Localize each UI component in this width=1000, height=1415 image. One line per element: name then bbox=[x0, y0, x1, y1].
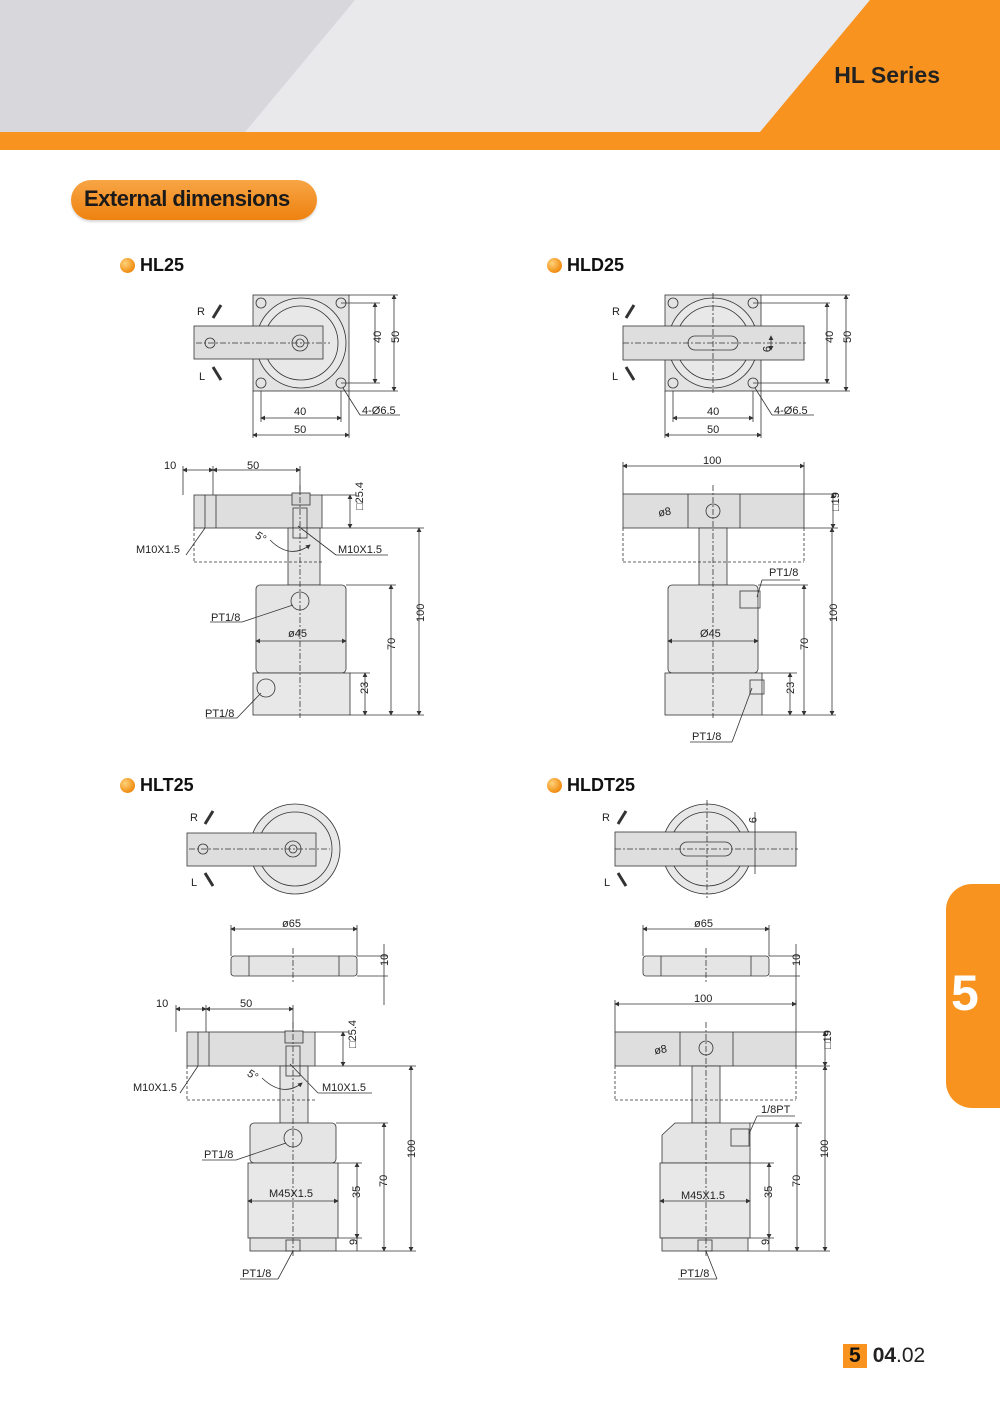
label: ø8 bbox=[657, 505, 673, 520]
label: ø45 bbox=[288, 628, 307, 640]
page-number bbox=[843, 1344, 925, 1368]
label: □19 bbox=[822, 1030, 834, 1049]
page-sub: .02 bbox=[896, 1344, 926, 1367]
model-title-hlt25: HLT25 bbox=[120, 775, 194, 796]
label: 50 bbox=[842, 330, 854, 343]
label: M45X1.5 bbox=[269, 1188, 314, 1200]
chapter-tab-number: 5 bbox=[951, 965, 979, 1021]
label: 9 bbox=[760, 1238, 772, 1245]
label: □25.4 bbox=[347, 1019, 359, 1048]
label: 100 bbox=[415, 603, 427, 622]
label: 100 bbox=[694, 993, 713, 1005]
label: PT1/8 bbox=[204, 1149, 234, 1161]
label: ø65 bbox=[694, 918, 713, 930]
label: 40 bbox=[372, 330, 384, 343]
label: 9 bbox=[760, 346, 772, 353]
label: R bbox=[190, 812, 198, 824]
label: L bbox=[199, 371, 206, 383]
label: 40 bbox=[294, 406, 307, 418]
label: R bbox=[612, 306, 620, 318]
label: 70 bbox=[799, 637, 811, 650]
label: L bbox=[604, 877, 611, 889]
label: ø65 bbox=[282, 918, 301, 930]
label: M10X1.5 bbox=[338, 544, 383, 556]
label: 4-Ø6.5 bbox=[774, 405, 808, 417]
label: 100 bbox=[406, 1139, 418, 1158]
label: PT1/8 bbox=[205, 708, 235, 720]
label: 9 bbox=[746, 817, 758, 824]
model-title-hld25: HLD25 bbox=[547, 255, 624, 276]
label: 4-Ø6.5 bbox=[362, 405, 396, 417]
label: 50 bbox=[247, 460, 260, 472]
drawing-lines bbox=[176, 293, 850, 1279]
label: M45X1.5 bbox=[681, 1190, 726, 1202]
label: 100 bbox=[828, 603, 840, 622]
chapter-tab bbox=[946, 884, 1000, 1108]
label: 10 bbox=[164, 460, 177, 472]
section-title: External dimensions bbox=[84, 186, 290, 211]
label: 10 bbox=[156, 998, 169, 1010]
hl25-side-view bbox=[183, 466, 424, 718]
label: 40 bbox=[707, 406, 720, 418]
label: 10 bbox=[791, 953, 803, 966]
label: 10 bbox=[379, 953, 391, 966]
hld25-top-view bbox=[623, 293, 850, 438]
hldt25-side-view bbox=[615, 1000, 830, 1279]
label: 100 bbox=[703, 455, 722, 467]
label: PT1/8 bbox=[692, 731, 722, 743]
hld25-side-view bbox=[623, 462, 838, 742]
page-num: 04 bbox=[872, 1344, 897, 1367]
label: L bbox=[612, 371, 619, 383]
label: PT1/8 bbox=[242, 1268, 272, 1280]
hlt25-top-view bbox=[187, 804, 340, 894]
label: 1/8PT bbox=[761, 1104, 791, 1116]
label: 5° bbox=[244, 1067, 261, 1084]
series-title: HL Series bbox=[834, 62, 940, 88]
label: 40 bbox=[824, 330, 836, 343]
hldt25-flange bbox=[643, 925, 800, 1005]
label: 35 bbox=[763, 1185, 775, 1198]
label: 50 bbox=[240, 998, 253, 1010]
label: □25.4 bbox=[354, 481, 366, 510]
label: M10X1.5 bbox=[133, 1082, 178, 1094]
label: R bbox=[602, 812, 610, 824]
label: PT1/8 bbox=[680, 1268, 710, 1280]
label: Ø45 bbox=[700, 628, 721, 640]
page-chapter: 5 bbox=[843, 1344, 867, 1368]
hldt25-top-view bbox=[615, 800, 798, 898]
hlt25-side-view bbox=[176, 1005, 416, 1279]
hlt25-flange bbox=[231, 925, 388, 1005]
label: 5° bbox=[252, 529, 269, 546]
label: 70 bbox=[386, 637, 398, 650]
label: 35 bbox=[351, 1185, 363, 1198]
label: PT1/8 bbox=[211, 612, 241, 624]
label: R bbox=[197, 306, 205, 318]
label: 9 bbox=[348, 1238, 360, 1245]
label: L bbox=[191, 877, 198, 889]
model-title-hl25: HL25 bbox=[120, 255, 184, 276]
label: 100 bbox=[819, 1139, 831, 1158]
label: ø8 bbox=[653, 1043, 668, 1058]
label: PT1/8 bbox=[769, 567, 799, 579]
label: M10X1.5 bbox=[136, 544, 181, 556]
label: 70 bbox=[378, 1174, 390, 1187]
model-title-hldt25: HLDT25 bbox=[547, 775, 635, 796]
label: □19 bbox=[830, 492, 842, 511]
label: 23 bbox=[785, 681, 797, 694]
label: 50 bbox=[390, 330, 402, 343]
label: 70 bbox=[791, 1174, 803, 1187]
label: 23 bbox=[359, 681, 371, 694]
label: 50 bbox=[707, 424, 720, 436]
label: 50 bbox=[294, 424, 307, 436]
label: M10X1.5 bbox=[322, 1082, 367, 1094]
